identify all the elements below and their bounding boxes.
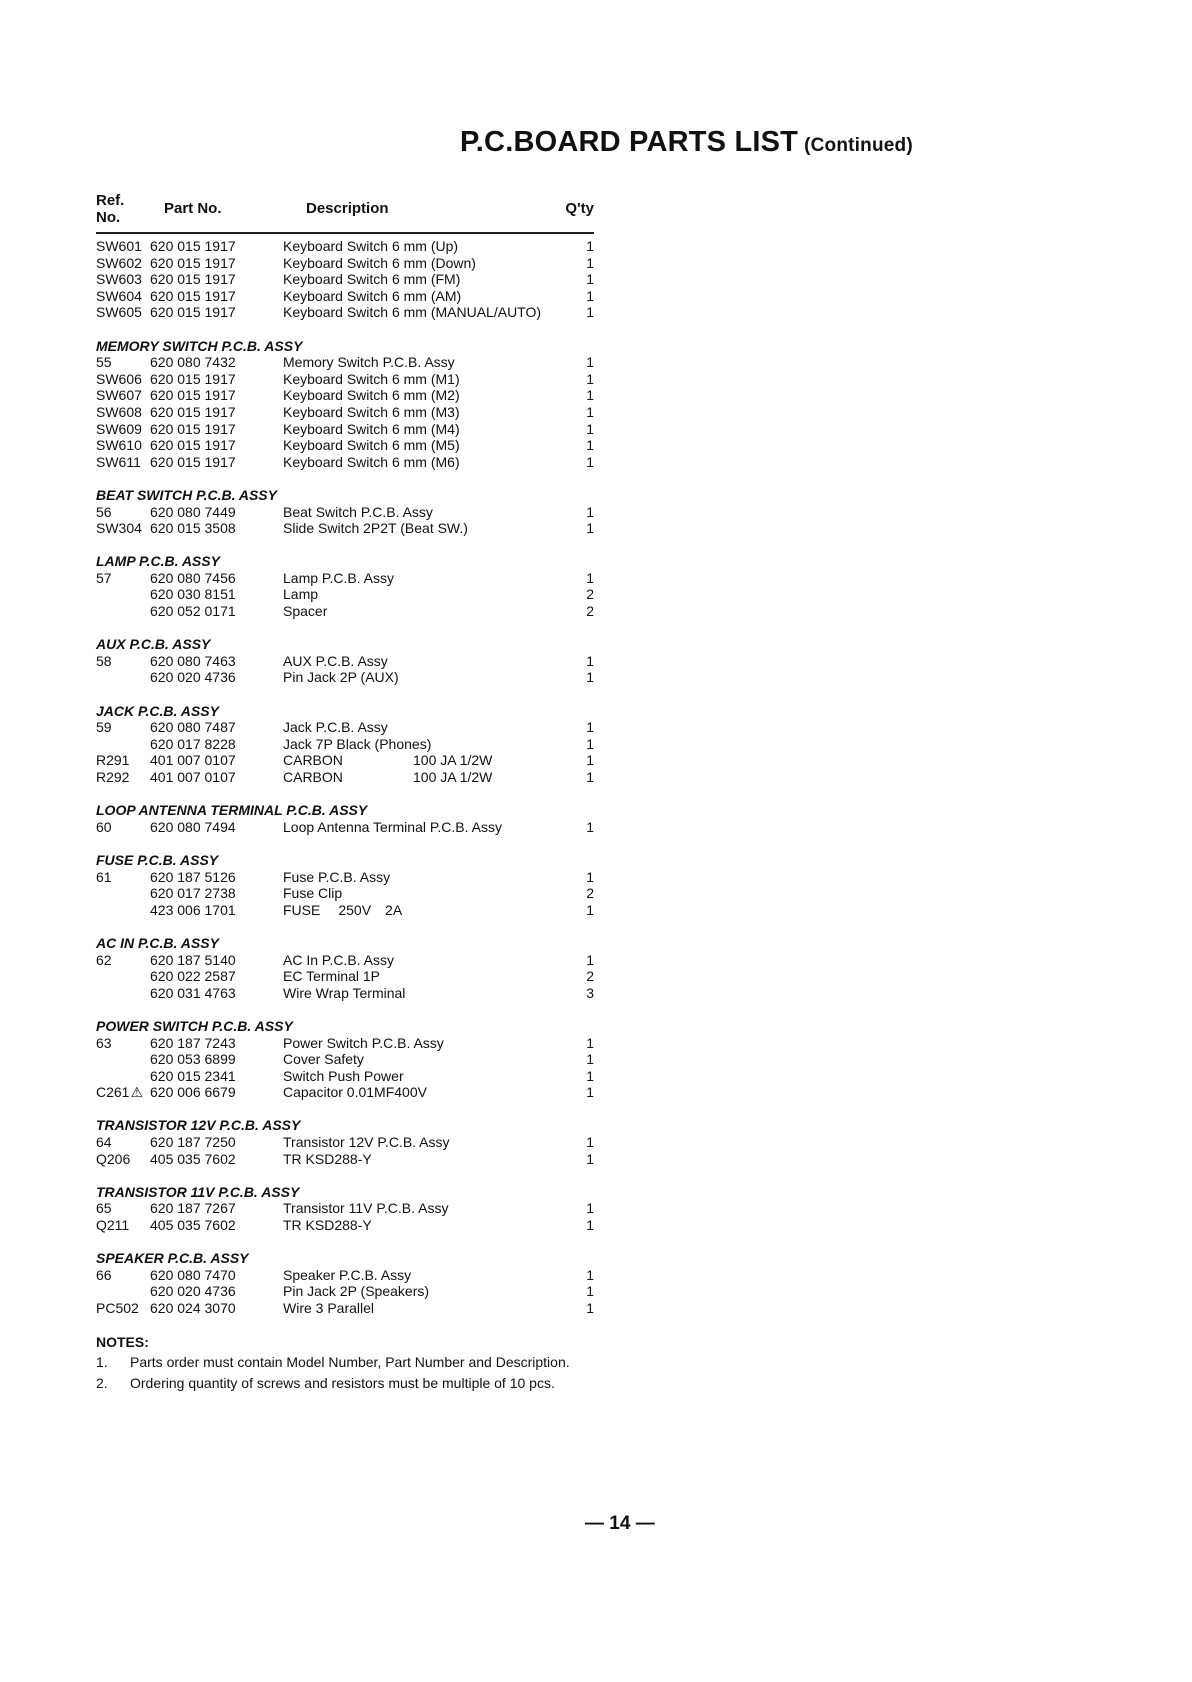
qty-cell: 1 — [586, 287, 594, 304]
part-number-cell: 620 015 2341 — [150, 1067, 236, 1084]
description-rating: 2A — [385, 901, 403, 918]
table-row — [96, 819, 594, 836]
description-cell — [283, 421, 574, 438]
part-number-cell: 620 015 3508 — [150, 520, 236, 537]
table-row — [96, 570, 594, 587]
part-number-cell: 620 053 6899 — [150, 1051, 236, 1068]
table-row — [96, 968, 594, 985]
ref-cell — [96, 1068, 150, 1085]
ref-cell: 64 — [96, 1134, 112, 1151]
part-number-cell: 620 015 1917 — [150, 387, 236, 404]
description-cell — [283, 1267, 574, 1284]
section — [96, 553, 594, 619]
description-text: Transistor 12V P.C.B. Assy — [283, 1134, 450, 1151]
table-row — [96, 1084, 594, 1101]
table-row — [96, 1300, 594, 1317]
description-cell — [283, 255, 574, 272]
qty-cell: 1 — [586, 1051, 594, 1068]
part-number-cell: 405 035 7602 — [150, 1150, 236, 1167]
description-cell — [283, 819, 574, 836]
part-number-cell: 401 007 0107 — [150, 752, 236, 769]
ref-cell: SW602 — [96, 254, 142, 271]
qty-cell: 1 — [586, 769, 594, 785]
table-row — [96, 902, 594, 919]
table-body — [96, 234, 594, 1317]
table-row — [96, 1200, 594, 1217]
description-text: Keyboard Switch 6 mm (M5) — [283, 437, 460, 454]
table-row — [96, 371, 594, 388]
description-text: Switch Push Power — [283, 1067, 404, 1084]
description-cell — [283, 586, 574, 603]
ref-cell: SW601 — [96, 238, 142, 254]
description-text: Lamp P.C.B. Assy — [283, 569, 395, 586]
description-text: AUX P.C.B. Assy — [283, 652, 388, 669]
qty-cell: 1 — [586, 1300, 594, 1316]
section-title: MEMORY SWITCH P.C.B. ASSY — [96, 337, 303, 354]
table-row — [96, 238, 594, 255]
description-cell — [283, 1217, 574, 1234]
ref-cell: 65 — [96, 1200, 112, 1217]
qty-cell: 1 — [586, 370, 594, 387]
description-value: 100 JA 1/2W — [413, 769, 493, 785]
qty-cell: 1 — [586, 254, 594, 271]
qty-cell: 2 — [586, 603, 594, 620]
description-cell — [283, 752, 574, 769]
qty-cell: 1 — [586, 420, 594, 437]
ref-cell — [96, 1051, 150, 1068]
qty-cell: 1 — [586, 403, 594, 420]
qty-cell: 2 — [586, 586, 594, 603]
description-cell — [283, 1300, 574, 1317]
description-text: Slide Switch 2P2T (Beat SW.) — [283, 520, 468, 537]
part-number-cell: 620 015 1917 — [150, 271, 236, 288]
table-row — [96, 504, 594, 521]
note-item — [96, 1354, 594, 1371]
table-row — [96, 669, 594, 686]
description-text: TR KSD288-Y — [283, 1217, 372, 1234]
ref-cell — [96, 1283, 150, 1300]
qty-cell: 2 — [586, 885, 594, 902]
ref-cell: 62 — [96, 951, 112, 968]
description-cell — [283, 1035, 574, 1052]
ref-cell: SW610 — [96, 437, 142, 454]
description-text: FUSE — [283, 901, 321, 918]
qty-cell: 1 — [586, 1084, 594, 1101]
description-cell — [283, 504, 574, 521]
description-cell — [283, 985, 574, 1002]
note-item — [96, 1375, 594, 1392]
description-text: Keyboard Switch 6 mm (M2) — [283, 387, 460, 404]
section — [96, 1184, 594, 1234]
description-text: CARBON — [283, 752, 343, 769]
qty-cell: 1 — [586, 1283, 594, 1300]
table-row — [96, 1151, 594, 1168]
ref-cell: R291 — [96, 752, 130, 769]
part-number-cell: 620 015 1917 — [150, 437, 236, 454]
ref-cell: SW604 — [96, 287, 142, 304]
description-cell — [283, 952, 574, 969]
table-row — [96, 952, 594, 969]
description-text: Keyboard Switch 6 mm (Up) — [283, 238, 459, 254]
table-row — [96, 885, 594, 902]
notes-list — [96, 1354, 594, 1391]
part-number-cell: 620 080 7456 — [150, 569, 236, 586]
qty-cell: 1 — [586, 387, 594, 404]
note-text: Ordering quantity of screws and resistors must be multiple of 10 pcs. — [130, 1374, 555, 1391]
qty-cell: 1 — [586, 569, 594, 586]
ref-cell: R292 — [96, 769, 130, 785]
ref-cell — [96, 968, 150, 985]
qty-cell: 1 — [586, 1217, 594, 1234]
description-text: Loop Antenna Terminal P.C.B. Assy — [283, 818, 502, 835]
part-number-cell: 620 187 7243 — [150, 1034, 236, 1051]
ref-cell — [96, 669, 150, 686]
description-cell — [283, 570, 574, 587]
qty-cell: 1 — [586, 1134, 594, 1151]
ref-cell: 56 — [96, 503, 112, 520]
ref-cell — [96, 902, 150, 919]
description-text: Beat Switch P.C.B. Assy — [283, 503, 433, 520]
description-cell — [283, 271, 574, 288]
ref-cell: 55 — [96, 354, 112, 371]
table-row — [96, 354, 594, 371]
part-number-cell: 620 052 0171 — [150, 603, 236, 620]
description-cell — [283, 1134, 574, 1151]
section-title: BEAT SWITCH P.C.B. ASSY — [96, 486, 277, 503]
table-header — [96, 192, 594, 234]
section-title: JACK P.C.B. ASSY — [96, 702, 219, 719]
table-row — [96, 387, 594, 404]
section — [96, 1117, 594, 1167]
part-number-cell: 620 015 1917 — [150, 420, 236, 437]
ref-cell: SW606 — [96, 370, 142, 387]
description-text: Keyboard Switch 6 mm (MANUAL/AUTO) — [283, 304, 542, 321]
qty-cell: 2 — [586, 968, 594, 985]
description-cell — [283, 387, 574, 404]
table-row — [96, 404, 594, 421]
ref-cell: SW603 — [96, 271, 142, 288]
qty-cell: 1 — [586, 1200, 594, 1217]
part-number-cell: 620 024 3070 — [150, 1300, 236, 1316]
section — [96, 852, 594, 918]
ref-cell: SW607 — [96, 387, 142, 404]
ref-cell: SW611 — [96, 453, 141, 470]
table-row — [96, 769, 594, 786]
description-cell — [283, 603, 574, 620]
ref-cell — [96, 885, 150, 902]
part-number-cell: 620 006 6679 — [150, 1084, 236, 1101]
part-number-cell: 620 030 8151 — [150, 586, 236, 603]
qty-cell: 1 — [586, 752, 594, 769]
qty-cell: 1 — [586, 520, 594, 537]
part-number-cell: 620 017 2738 — [150, 885, 236, 902]
part-number-cell: 620 015 1917 — [150, 370, 236, 387]
table-row — [96, 603, 594, 620]
description-cell — [283, 902, 574, 919]
description-cell — [283, 719, 574, 736]
description-cell — [283, 1200, 574, 1217]
ref-cell: 61 — [96, 868, 112, 885]
table-row — [96, 1051, 594, 1068]
qty-cell: 1 — [586, 503, 594, 520]
description-cell — [283, 1084, 574, 1101]
table-row — [96, 752, 594, 769]
ref-cell: 57 — [96, 569, 112, 586]
column-header-description: Description — [306, 200, 389, 217]
part-number-cell: 620 187 7267 — [150, 1200, 236, 1217]
description-text: Transistor 11V P.C.B. Assy — [283, 1200, 449, 1217]
part-number-cell: 620 187 7250 — [150, 1134, 236, 1151]
qty-cell: 1 — [586, 304, 594, 321]
qty-cell: 1 — [586, 669, 594, 686]
table-row — [96, 437, 594, 454]
description-text: Jack 7P Black (Phones) — [283, 735, 432, 752]
description-text: Jack P.C.B. Assy — [283, 719, 388, 736]
section-title: SPEAKER P.C.B. ASSY — [96, 1250, 249, 1267]
qty-cell: 1 — [586, 1266, 594, 1283]
qty-cell: 1 — [586, 354, 594, 371]
table-row — [96, 719, 594, 736]
description-text: Keyboard Switch 6 mm (Down) — [283, 254, 476, 271]
table-row — [96, 454, 594, 471]
description-cell — [283, 288, 574, 305]
section-title: LOOP ANTENNA TERMINAL P.C.B. ASSY — [96, 802, 368, 819]
description-text: Capacitor 0.01MF400V — [283, 1084, 427, 1101]
description-text: Keyboard Switch 6 mm (M3) — [283, 403, 460, 420]
title-continued: (Continued) — [804, 135, 913, 156]
ref-cell: PC502 — [96, 1300, 139, 1316]
table-row — [96, 985, 594, 1002]
qty-cell: 1 — [586, 652, 594, 669]
ref-cell: 59 — [96, 719, 112, 736]
section — [96, 1018, 594, 1101]
table-row — [96, 586, 594, 603]
qty-cell: 3 — [586, 984, 594, 1001]
part-number-cell: 620 015 1917 — [150, 287, 236, 304]
ref-cell: Q211 — [96, 1217, 130, 1234]
description-cell — [283, 769, 574, 786]
ref-cell — [96, 603, 150, 620]
description-text: CARBON — [283, 769, 343, 785]
part-number-cell: 620 080 7463 — [150, 652, 236, 669]
qty-cell: 1 — [586, 437, 594, 454]
notes — [96, 1334, 594, 1392]
part-number-cell: 620 187 5140 — [150, 951, 236, 968]
note-text: Parts order must contain Model Number, Part Number and Description. — [130, 1354, 570, 1371]
part-number-cell: 620 020 4736 — [150, 669, 236, 686]
ref-cell: SW605 — [96, 304, 142, 321]
description-text: Lamp — [283, 586, 319, 603]
table-row — [96, 255, 594, 272]
page-title — [460, 126, 913, 159]
section — [96, 338, 594, 471]
description-cell — [283, 1051, 574, 1068]
description-text: Keyboard Switch 6 mm (M4) — [283, 420, 460, 437]
part-number-cell: 620 015 1917 — [150, 254, 236, 271]
description-text: Fuse Clip — [283, 885, 343, 902]
description-text: Cover Safety — [283, 1051, 364, 1068]
section — [96, 802, 594, 835]
section-title: FUSE P.C.B. ASSY — [96, 851, 219, 868]
table-row — [96, 1267, 594, 1284]
ref-cell: SW608 — [96, 403, 142, 420]
qty-cell: 1 — [586, 735, 594, 752]
description-cell — [283, 238, 574, 255]
part-number-cell: 620 015 1917 — [150, 403, 236, 420]
note-number: 1. — [96, 1354, 108, 1371]
table-row — [96, 271, 594, 288]
description-value: 250V — [338, 901, 372, 918]
column-header-ref: Ref. No. — [96, 192, 125, 226]
description-text: Keyboard Switch 6 mm (AM) — [283, 287, 462, 304]
qty-cell: 1 — [586, 901, 594, 918]
part-number-cell: 423 006 1701 — [150, 901, 236, 918]
table-row — [96, 288, 594, 305]
part-number-cell: 620 015 1917 — [150, 453, 236, 470]
qty-cell: 1 — [586, 868, 594, 885]
table-row — [96, 1035, 594, 1052]
description-cell — [283, 653, 574, 670]
description-cell — [283, 669, 574, 686]
section-title: AC IN P.C.B. ASSY — [96, 934, 219, 951]
description-cell — [283, 354, 574, 371]
qty-cell: 1 — [586, 951, 594, 968]
qty-cell: 1 — [586, 238, 594, 254]
ref-cell — [96, 985, 150, 1002]
description-cell — [283, 968, 574, 985]
ref-cell: C261⚠ — [96, 1084, 144, 1101]
description-text: Fuse P.C.B. Assy — [283, 868, 391, 885]
section — [96, 636, 594, 686]
description-cell — [283, 885, 574, 902]
description-text: Keyboard Switch 6 mm (M1) — [283, 370, 460, 387]
description-text: Pin Jack 2P (AUX) — [283, 669, 399, 686]
ref-cell — [96, 586, 150, 603]
page-number: — 14 — — [585, 1513, 655, 1534]
table-row — [96, 1217, 594, 1234]
table-row — [96, 653, 594, 670]
description-text: Speaker P.C.B. Assy — [283, 1266, 412, 1283]
column-header-part: Part No. — [164, 200, 222, 217]
description-text: Wire Wrap Terminal — [283, 984, 406, 1001]
part-number-cell: 620 031 4763 — [150, 984, 236, 1001]
section-title: TRANSISTOR 12V P.C.B. ASSY — [96, 1117, 301, 1134]
ref-cell: SW609 — [96, 420, 142, 437]
note-number: 2. — [96, 1374, 108, 1391]
section-title: TRANSISTOR 11V P.C.B. ASSY — [96, 1183, 300, 1200]
ref-cell: 60 — [96, 818, 112, 835]
part-number-cell: 620 080 7470 — [150, 1266, 236, 1283]
description-cell — [283, 1151, 574, 1168]
qty-cell: 1 — [586, 1067, 594, 1084]
description-cell — [283, 869, 574, 886]
table-row — [96, 869, 594, 886]
description-text: AC In P.C.B. Assy — [283, 951, 395, 968]
part-number-cell: 620 080 7487 — [150, 719, 236, 736]
table-row — [96, 1283, 594, 1300]
description-text: TR KSD288-Y — [283, 1150, 372, 1167]
description-text: Wire 3 Parallel — [283, 1300, 375, 1316]
qty-cell: 1 — [586, 719, 594, 736]
part-number-cell: 620 080 7494 — [150, 818, 236, 835]
part-number-cell: 620 017 8228 — [150, 735, 236, 752]
ref-cell: Q206 — [96, 1150, 131, 1167]
qty-cell: 1 — [586, 271, 594, 288]
part-number-cell: 620 022 2587 — [150, 968, 236, 985]
part-number-cell: 620 187 5126 — [150, 868, 236, 885]
notes-title: NOTES: — [96, 1333, 149, 1350]
section — [96, 935, 594, 1001]
column-header-qty: Q'ty — [565, 200, 594, 217]
description-value: 100 JA 1/2W — [413, 752, 493, 769]
part-number-cell: 405 035 7602 — [150, 1217, 236, 1234]
warning-triangle-icon: ⚠ — [130, 1084, 144, 1101]
table-row — [96, 1068, 594, 1085]
ref-cell: 63 — [96, 1034, 112, 1051]
table-row — [96, 736, 594, 753]
table-row — [96, 421, 594, 438]
section — [96, 1250, 594, 1316]
table-row — [96, 1134, 594, 1151]
part-number-cell: 620 020 4736 — [150, 1283, 236, 1300]
description-text: Spacer — [283, 603, 328, 620]
section-title: POWER SWITCH P.C.B. ASSY — [96, 1017, 293, 1034]
section — [96, 487, 594, 537]
ref-cell: SW304 — [96, 520, 142, 537]
description-cell — [283, 371, 574, 388]
description-cell — [283, 736, 574, 753]
table-row — [96, 520, 594, 537]
qty-cell: 1 — [586, 453, 594, 470]
qty-cell: 1 — [586, 1150, 594, 1167]
ref-cell: 58 — [96, 652, 112, 669]
description-cell — [283, 454, 574, 471]
table-row — [96, 304, 594, 321]
section — [96, 703, 594, 786]
qty-cell: 1 — [586, 818, 594, 835]
description-cell — [283, 437, 574, 454]
description-cell — [283, 1068, 574, 1085]
description-text: Keyboard Switch 6 mm (M6) — [283, 453, 460, 470]
description-cell — [283, 520, 574, 537]
description-text: Pin Jack 2P (Speakers) — [283, 1283, 430, 1300]
description-cell — [283, 304, 574, 321]
parts-list — [96, 192, 594, 1395]
description-cell — [283, 404, 574, 421]
part-number-cell: 620 015 1917 — [150, 238, 236, 254]
title-main: P.C.BOARD PARTS LIST — [460, 126, 799, 158]
part-number-cell: 620 080 7432 — [150, 354, 236, 371]
section-title: AUX P.C.B. ASSY — [96, 636, 211, 653]
part-number-cell: 620 080 7449 — [150, 503, 236, 520]
description-text: Memory Switch P.C.B. Assy — [283, 354, 455, 371]
description-text: Keyboard Switch 6 mm (FM) — [283, 271, 461, 288]
description-text: Power Switch P.C.B. Assy — [283, 1034, 444, 1051]
ref-cell: 66 — [96, 1266, 112, 1283]
description-text: EC Terminal 1P — [283, 968, 381, 985]
part-number-cell: 401 007 0107 — [150, 769, 236, 785]
section-title: LAMP P.C.B. ASSY — [96, 553, 220, 570]
qty-cell: 1 — [586, 1034, 594, 1051]
ref-cell — [96, 736, 150, 753]
part-number-cell: 620 015 1917 — [150, 304, 236, 321]
description-cell — [283, 1283, 574, 1300]
